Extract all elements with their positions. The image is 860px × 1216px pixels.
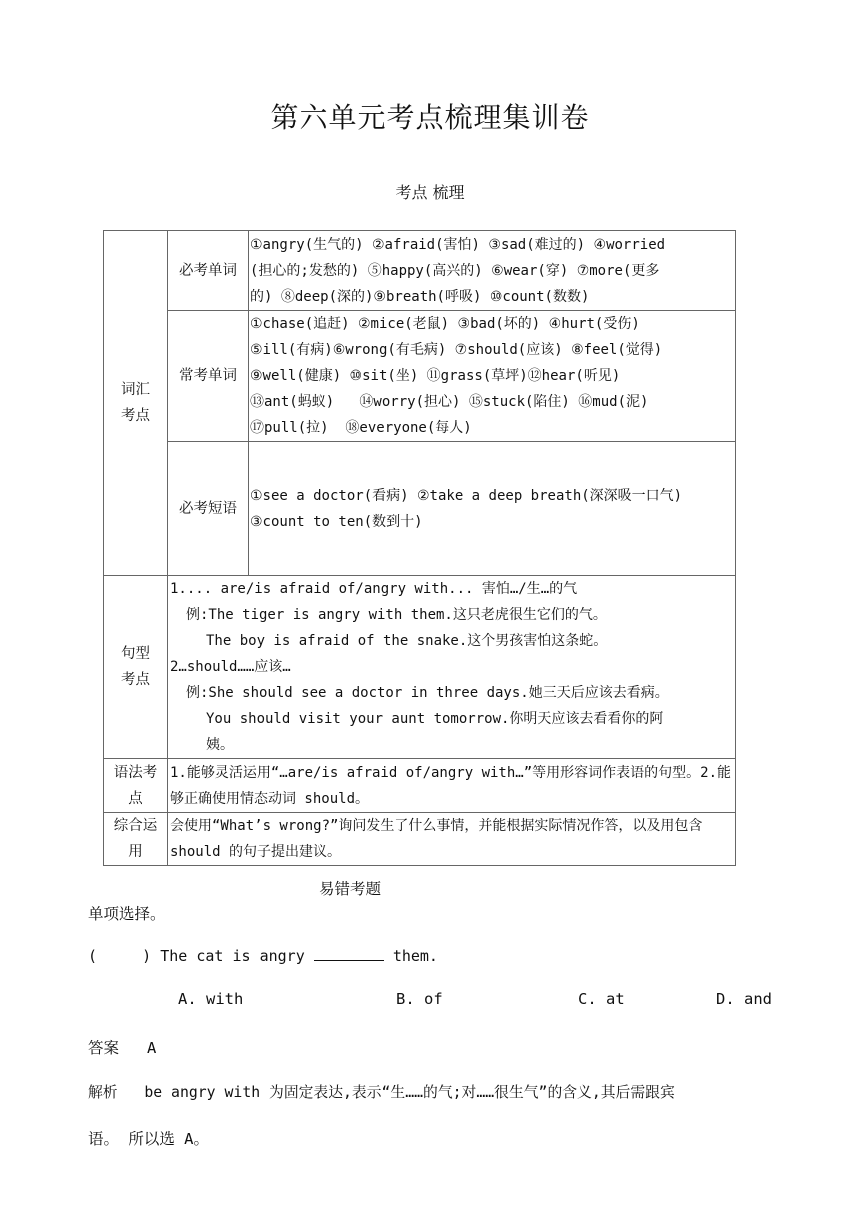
review-table: [103, 230, 736, 866]
vocab-category-label: 词汇考点: [121, 382, 150, 424]
question-line: [88, 946, 438, 965]
common-words-line: ⑨well(健康) ⑩sit(坐) ⑪grass(草坪)⑫hear(听见): [250, 368, 621, 384]
sentence-content: [168, 576, 736, 759]
comprehensive-category-label: 综合运用: [113, 818, 158, 860]
table-row: [104, 813, 736, 866]
must-words-line: ①angry(生气的) ②afraid(害怕) ③sad(难过的) ④worried: [250, 236, 666, 253]
sentence-line: You should visit your aunt tomorrow.你明天应该去看看你的阿: [206, 711, 664, 727]
table-row: [104, 759, 736, 813]
page-title: 第六单元考点梳理集训卷: [270, 101, 590, 134]
must-phrases-line: ③count to ten(数到十): [250, 513, 423, 530]
error-section-heading: 易错考题: [318, 880, 381, 898]
instruction-text: 单项选择。: [88, 905, 166, 923]
answer-blank: [314, 946, 384, 961]
common-words-line: ⑤ill(有病)⑥wrong(有毛病) ⑦should(应该) ⑧feel(觉得): [250, 342, 663, 358]
page-subtitle: 考点 梳理: [395, 183, 465, 202]
sentence-line: 例:The tiger is angry with them.这只老虎很生它们的气。: [186, 607, 607, 623]
sentence-line: The boy is afraid of the snake.这个男孩害怕这条蛇。: [206, 633, 608, 649]
grammar-category-cell: [104, 759, 168, 813]
table-row: [104, 442, 736, 576]
sentence-category-cell: [104, 576, 168, 759]
must-words-line: (担心的;发愁的) ⑤happy(高兴的) ⑥wear(穿) ⑦more(更多: [250, 262, 660, 279]
option-a: A. with: [178, 990, 244, 1008]
option-d: D. and: [716, 990, 772, 1008]
common-words-content: [249, 311, 736, 442]
sentence-category-label: 句型考点: [121, 646, 150, 688]
comprehensive-text: 会使用“What’s wrong?”询问发生了什么事情，并能根据实际情况作答，以及用包含 should 的句子提出建议。: [170, 818, 703, 860]
sentence-line: 姨。: [206, 737, 234, 753]
answer-text: 答案 A: [88, 1039, 157, 1057]
sentence-line: 2…should……应该…: [170, 659, 291, 675]
sentence-line: 1.... are/is afraid of/angry with... 害怕…/生…的气: [170, 581, 578, 597]
grammar-content: [168, 759, 736, 813]
must-phrases-label: 必考短语: [168, 442, 249, 576]
sentence-line: 例:She should see a doctor in three days.她三天后应该去看病。: [186, 685, 669, 701]
option-b: B. of: [396, 990, 443, 1008]
grammar-text: 1.能够灵活运用“…are/is afraid of/angry with…”等用形容词作表语的句型。2.能够正确使用情态动词 should。: [170, 764, 732, 807]
comprehensive-content: [168, 813, 736, 866]
must-words-content: [249, 231, 736, 311]
common-words-line: ⑰pull(拉) ⑱everyone(每人): [250, 420, 472, 436]
common-words-line: ⑬ant(蚂蚁) ⑭worry(担心) ⑮stuck(陷住) ⑯mud(泥): [250, 394, 649, 410]
table-row: [104, 576, 736, 759]
must-words-line: 的) ⑧deep(深的)⑨breath(呼吸) ⑩count(数数): [250, 288, 590, 305]
question-suffix: them.: [392, 947, 438, 965]
must-words-label: 必考单词: [168, 231, 249, 311]
question-prefix: ( ) The cat is angry: [88, 947, 305, 965]
must-phrases-line: ①see a doctor(看病) ②take a deep breath(深深吸一口气): [250, 487, 683, 504]
table-row: [104, 231, 736, 311]
analysis-line-1: 解析 be angry with 为固定表达,表示“生……的气;对……很生气”的含义,其后需跟宾: [88, 1084, 675, 1101]
must-phrases-content: [249, 442, 736, 576]
table-row: [104, 311, 736, 442]
analysis-line-2: 语。 所以选 A。: [88, 1130, 209, 1148]
common-words-label: 常考单词: [168, 311, 249, 442]
vocab-category-cell: [104, 231, 168, 576]
option-c: C. at: [578, 990, 625, 1008]
common-words-line: ①chase(追赶) ②mice(老鼠) ③bad(坏的) ④hurt(受伤): [250, 316, 640, 332]
comprehensive-category-cell: [104, 813, 168, 866]
grammar-category-label: 语法考点: [113, 764, 158, 807]
